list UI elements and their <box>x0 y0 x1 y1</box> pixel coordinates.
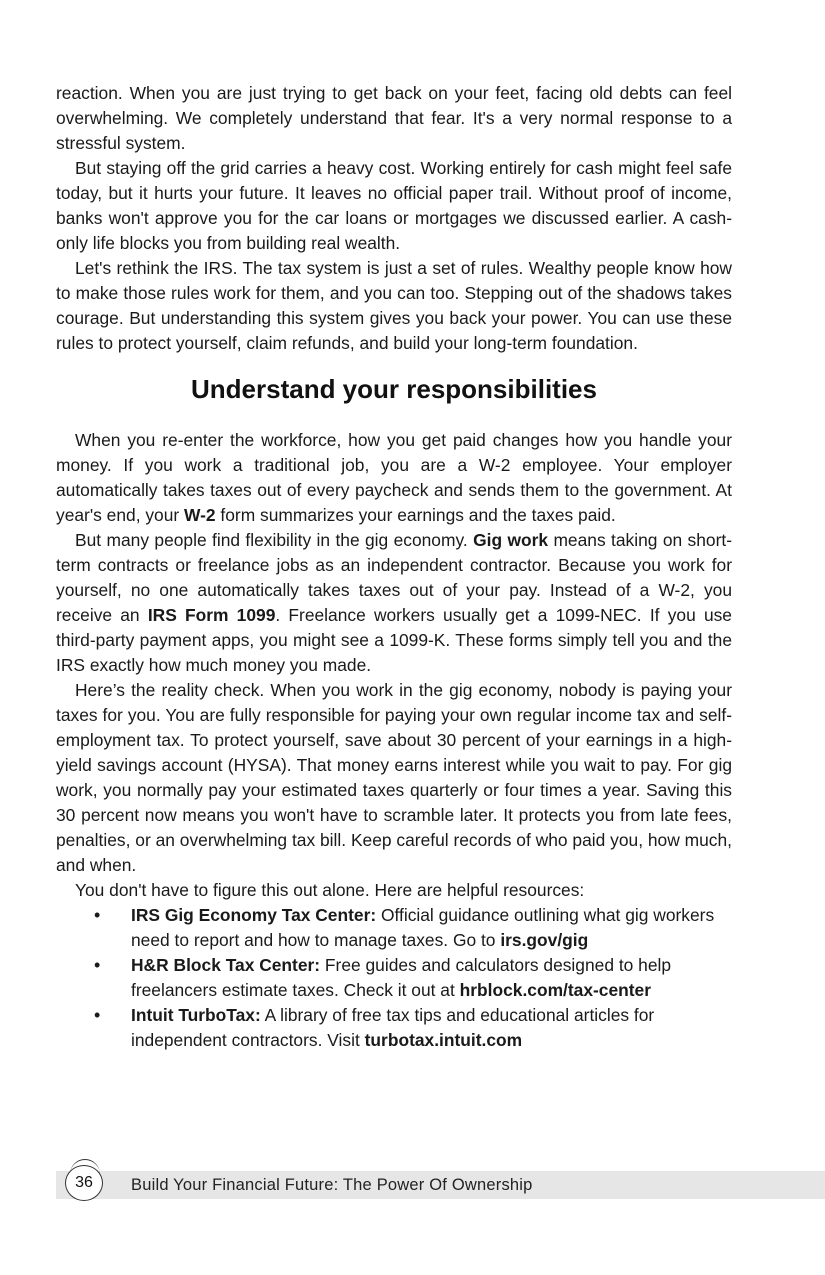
page-footer <box>56 1171 825 1199</box>
section-heading: Understand your responsibilities <box>191 374 597 404</box>
resources-list <box>56 903 732 1053</box>
paragraph-w2 <box>56 428 732 528</box>
resource-name: Intuit TurboTax: <box>131 1005 261 1025</box>
paragraph-gig <box>56 528 732 678</box>
list-item <box>56 953 732 1003</box>
page-body <box>56 81 732 1053</box>
list-item <box>56 903 732 953</box>
paragraph-reality: Here’s the reality check. When you work in the gig economy, nobody is paying your taxes for you. You are fully responsible for paying your own regular income tax and self-employment tax. To protect yourself, save about 30 percent of your earnings in a high-yield savings account (HYSA). That money earns interest while you wait to pay. For gig work, you normally pay your estimated taxes quarterly or four times a year. Saving this 30 percent now means you won't have to scramble later. It protects you from late fees, penalties, or an overwhelming tax bill. Keep careful records of who paid you, how much, and when. <box>56 680 732 875</box>
resource-name: IRS Gig Economy Tax Center: <box>131 905 377 925</box>
paragraph-gig-text-c: . Freelance workers usually get a 1099-NEC. If you use third-party payment apps, you might see a 1099-K. These forms simply tell you and the IRS exactly how much money you made. <box>56 605 732 675</box>
paragraph-intro-1: reaction. When you are just trying to get back on your feet, facing old debts can feel overwhelming. We completely understand that fear. It's a very normal response to a stressful system. <box>56 83 732 153</box>
paragraph-intro-2: But staying off the grid carries a heavy cost. Working entirely for cash might feel safe today, but it hurts your future. It leaves no official paper trail. Without proof of income, banks won't approve you for the car loans or mortgages we discussed earlier. A cash-only life blocks you from building real wealth. <box>56 158 732 253</box>
resource-link: turbotax.intuit.com <box>364 1030 523 1050</box>
resource-link: hrblock.com/tax-center <box>459 980 651 1000</box>
resource-description: Official guidance outlining what gig workers need to report and how to manage taxes. Go to <box>131 905 715 950</box>
resource-link: irs.gov/gig <box>500 930 589 950</box>
page-number: 36 <box>65 1165 103 1201</box>
paragraph-w2-text-b: form summarizes your earnings and the taxes paid. <box>215 505 616 525</box>
paragraph-gig-text-a: But many people find flexibility in the gig economy. <box>75 530 474 550</box>
paragraph-gig-bold-1: Gig work <box>473 530 549 550</box>
resource-name: H&R Block Tax Center: <box>131 955 321 975</box>
paragraph-resources-intro: You don't have to figure this out alone. Here are helpful resources: <box>75 880 585 900</box>
running-footer-title: Build Your Financial Future: The Power Of Ownership <box>131 1176 533 1194</box>
paragraph-w2-text-a: When you re-enter the workforce, how you get paid changes how you handle your money. If you work a traditional job, you are a W-2 employee. Your employer automatically takes taxes out of every paycheck and sends them to the government. At year's end, your <box>56 430 732 525</box>
paragraph-gig-text-b: means taking on short-term contracts or freelance jobs as an independent contractor. Because you work for yourself, no one automatically takes taxes out of your pay. Instead of a W-2, you receive an <box>56 530 732 625</box>
list-item <box>56 1003 732 1053</box>
resource-description: A library of free tax tips and educational articles for independent contractors. Visit <box>131 1005 655 1050</box>
paragraph-intro-3: Let's rethink the IRS. The tax system is just a set of rules. Wealthy people know how to make those rules work for them, and you can too. Stepping out of the shadows takes courage. But understanding this system gives you back your power. You can use these rules to protect yourself, claim refunds, and build your long-term foundation. <box>56 258 732 353</box>
paragraph-gig-bold-2: IRS Form 1099 <box>147 605 276 625</box>
paragraph-w2-bold: W-2 <box>184 505 216 525</box>
resource-description: Free guides and calculators designed to help freelancers estimate taxes. Check it out at <box>131 955 672 1000</box>
